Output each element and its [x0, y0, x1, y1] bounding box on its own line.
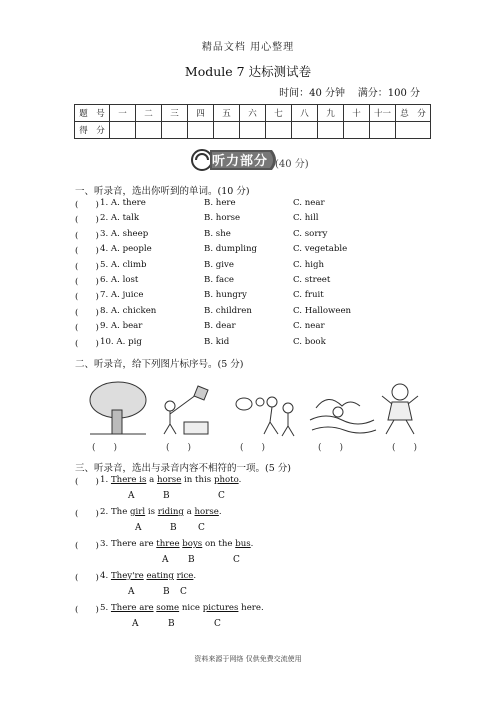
score-cell: 总 分 — [396, 105, 431, 122]
section2-heading: 二、听录音，给下列图片标序号。(5 分) — [75, 359, 244, 370]
option-a: 1. A. there — [100, 198, 146, 208]
tree-picture — [90, 382, 146, 434]
score-entry-cell[interactable] — [266, 122, 292, 139]
sentence — [100, 571, 196, 586]
score-cell: 五 — [214, 105, 240, 122]
underlined-word: riding — [157, 507, 184, 517]
question-number: 2. — [100, 507, 109, 517]
score-cell: 三 — [162, 105, 188, 122]
option-b: B. face — [204, 275, 234, 285]
choice-letter: C — [180, 587, 187, 597]
option-b: B. here — [204, 198, 236, 208]
option-c: C. sorry — [293, 228, 328, 239]
option-c: C. street — [293, 275, 331, 285]
footer-note: 资料来源于网络 仅供免费交流使用 — [194, 655, 302, 663]
score-entry-cell[interactable] — [318, 122, 344, 139]
answer-blank[interactable]: ( ) — [75, 307, 99, 318]
option-c: C. high — [293, 259, 325, 270]
answer-blank[interactable]: ( ) — [75, 338, 99, 349]
option-a: 8. A. chicken — [100, 305, 157, 316]
choice-letter: C — [233, 555, 240, 565]
option-a: 7. A. juice — [100, 290, 144, 301]
score-entry-cell[interactable] — [292, 122, 318, 139]
score-entry-cell[interactable] — [214, 122, 240, 139]
sentence-text: is — [145, 507, 158, 517]
underlined-word: horse — [156, 475, 182, 485]
sentence-text: a — [183, 507, 195, 517]
option-c: C. vegetable — [293, 244, 348, 255]
sentence-text: . — [218, 507, 222, 517]
option-c: C. near — [293, 198, 325, 208]
page-title: Module 7 达标测试卷 — [184, 64, 312, 79]
choice-letter: A — [128, 587, 135, 597]
score-table-header-row — [75, 105, 431, 122]
option-a: 2. A. talk — [100, 213, 140, 224]
picture-row — [80, 378, 420, 440]
option-c: C. hill — [293, 213, 319, 224]
answer-blank[interactable]: ( ) — [75, 200, 99, 210]
choice-letter: C — [214, 619, 221, 629]
score-cell: 六 — [240, 105, 266, 122]
choice-letter: A — [162, 555, 169, 565]
option-c: C. book — [293, 336, 326, 347]
answer-blank[interactable]: ( ) — [75, 605, 99, 615]
score-entry-cell[interactable] — [344, 122, 370, 139]
option-b: B. hungry — [204, 290, 247, 301]
option-b: B. children — [204, 305, 252, 316]
section1-heading: 一、听录音，选出你听到的单词。(10 分) — [75, 186, 250, 197]
underlined-word: There are — [110, 603, 154, 613]
girl-dancing-picture — [382, 384, 418, 434]
picture-label-2: ( ) — [166, 443, 192, 453]
option-a: 4. A. people — [100, 244, 152, 255]
option-c: C. near — [293, 321, 325, 332]
score-row-label: 得 分 — [75, 122, 110, 139]
score-entry-cell[interactable] — [188, 122, 214, 139]
section3-heading: 三、听录音，选出与录音内容不相符的一项。(5 分) — [75, 463, 291, 474]
score-entry-cell[interactable] — [136, 122, 162, 139]
boys-running-picture — [236, 397, 294, 436]
picture-label-4: ( ) — [318, 443, 344, 453]
choice-letter: B — [188, 555, 195, 565]
option-c: C. Halloween — [293, 305, 352, 316]
sentence — [100, 507, 222, 522]
score-entry-cell[interactable] — [110, 122, 136, 139]
score-entry-cell[interactable] — [162, 122, 188, 139]
underlined-word: boys — [182, 539, 203, 549]
underlined-word: three — [156, 539, 180, 549]
score-cell: 二 — [136, 105, 162, 122]
kite-picture — [164, 386, 208, 434]
score-entry-cell[interactable] — [370, 122, 396, 139]
score-table-score-row — [75, 122, 431, 139]
sentence-text: There are — [110, 539, 157, 549]
full-score-text: 满分：100 分 — [357, 88, 420, 99]
banner-title: 听力部分 — [212, 154, 269, 169]
banner-points: (40 分) — [275, 159, 309, 170]
sentence-text: in this — [181, 475, 214, 485]
choice-letter: B — [163, 491, 170, 501]
sentence — [100, 539, 253, 554]
score-cell: 七 — [266, 105, 292, 122]
swimming-picture — [310, 399, 376, 433]
sentence-text: nice — [179, 603, 203, 613]
header-note: 精品文档 用心整理 — [201, 42, 295, 53]
question-number: 1. — [100, 475, 109, 485]
score-cell: 题 号 — [75, 105, 110, 122]
answer-blank[interactable]: ( ) — [75, 509, 99, 519]
option-b: B. give — [204, 259, 234, 270]
choice-letter: A — [132, 619, 139, 629]
underlined-word: rice — [176, 571, 194, 581]
option-a: 3. A. sheep — [100, 228, 149, 239]
sentence-text: . — [250, 539, 254, 549]
underlined-word: eating — [146, 571, 174, 581]
option-a: 6. A. lost — [100, 275, 139, 285]
underlined-word: photo — [213, 475, 239, 485]
sentence — [100, 475, 241, 490]
choice-letter: A — [135, 523, 142, 533]
answer-blank[interactable]: ( ) — [75, 246, 99, 257]
choice-letter: C — [198, 523, 205, 533]
score-table — [74, 104, 431, 139]
question-number: 4. — [100, 571, 109, 581]
score-cell: 十一 — [370, 105, 396, 122]
answer-blank[interactable]: ( ) — [75, 477, 99, 487]
score-cell: 九 — [318, 105, 344, 122]
underlined-word: They're — [110, 571, 144, 581]
answer-blank[interactable]: ( ) — [75, 292, 99, 303]
score-cell: 八 — [292, 105, 318, 122]
sentence-text: . — [193, 571, 197, 581]
choice-letter: B — [170, 523, 177, 533]
answer-blank[interactable]: ( ) — [75, 323, 99, 334]
option-a: 10. A. pig — [100, 336, 142, 347]
choice-letter: B — [168, 619, 175, 629]
answer-blank[interactable]: ( ) — [75, 573, 99, 583]
time-info — [279, 84, 420, 99]
answer-blank[interactable]: ( ) — [75, 215, 99, 226]
score-cell: 十 — [344, 105, 370, 122]
score-entry-cell[interactable] — [396, 122, 431, 139]
sentence-text: The — [110, 507, 131, 517]
option-a: 9. A. bear — [100, 321, 143, 332]
underlined-word: bus — [235, 539, 251, 549]
option-b: B. she — [204, 228, 231, 239]
answer-blank[interactable]: ( ) — [75, 277, 99, 287]
answer-blank[interactable]: ( ) — [75, 230, 99, 241]
sentence-text: . — [238, 475, 242, 485]
sentence-text: a — [146, 475, 157, 485]
option-b: B. dumpling — [204, 244, 257, 255]
sentence-text: on the — [202, 539, 236, 549]
underlined-word: pictures — [202, 603, 239, 613]
sentence-text: here. — [238, 603, 264, 613]
underlined-word: some — [156, 603, 180, 613]
question-number: 5. — [100, 603, 109, 613]
choice-letter: C — [218, 491, 225, 501]
score-entry-cell[interactable] — [240, 122, 266, 139]
answer-blank[interactable]: ( ) — [75, 541, 99, 551]
time-text: 时间：40 分钟 — [279, 88, 346, 99]
picture-label-5: ( ) — [392, 443, 418, 453]
sentence — [100, 603, 264, 618]
picture-label-1: ( ) — [92, 443, 118, 453]
underlined-word: girl — [130, 507, 146, 517]
question-number: 3. — [100, 539, 109, 549]
option-c: C. fruit — [293, 290, 324, 301]
score-cell: 一 — [110, 105, 136, 122]
underlined-word: horse — [194, 507, 219, 517]
option-a: 5. A. climb — [100, 259, 147, 270]
picture-label-3: ( ) — [240, 443, 266, 453]
option-b: B. horse — [204, 213, 241, 224]
answer-blank[interactable]: ( ) — [75, 261, 99, 272]
underlined-word: There is — [110, 475, 147, 485]
choice-letter: A — [128, 491, 135, 501]
choice-letter: B — [163, 587, 170, 597]
option-b: B. kid — [204, 336, 230, 347]
score-cell: 四 — [188, 105, 214, 122]
option-b: B. dear — [204, 321, 236, 332]
